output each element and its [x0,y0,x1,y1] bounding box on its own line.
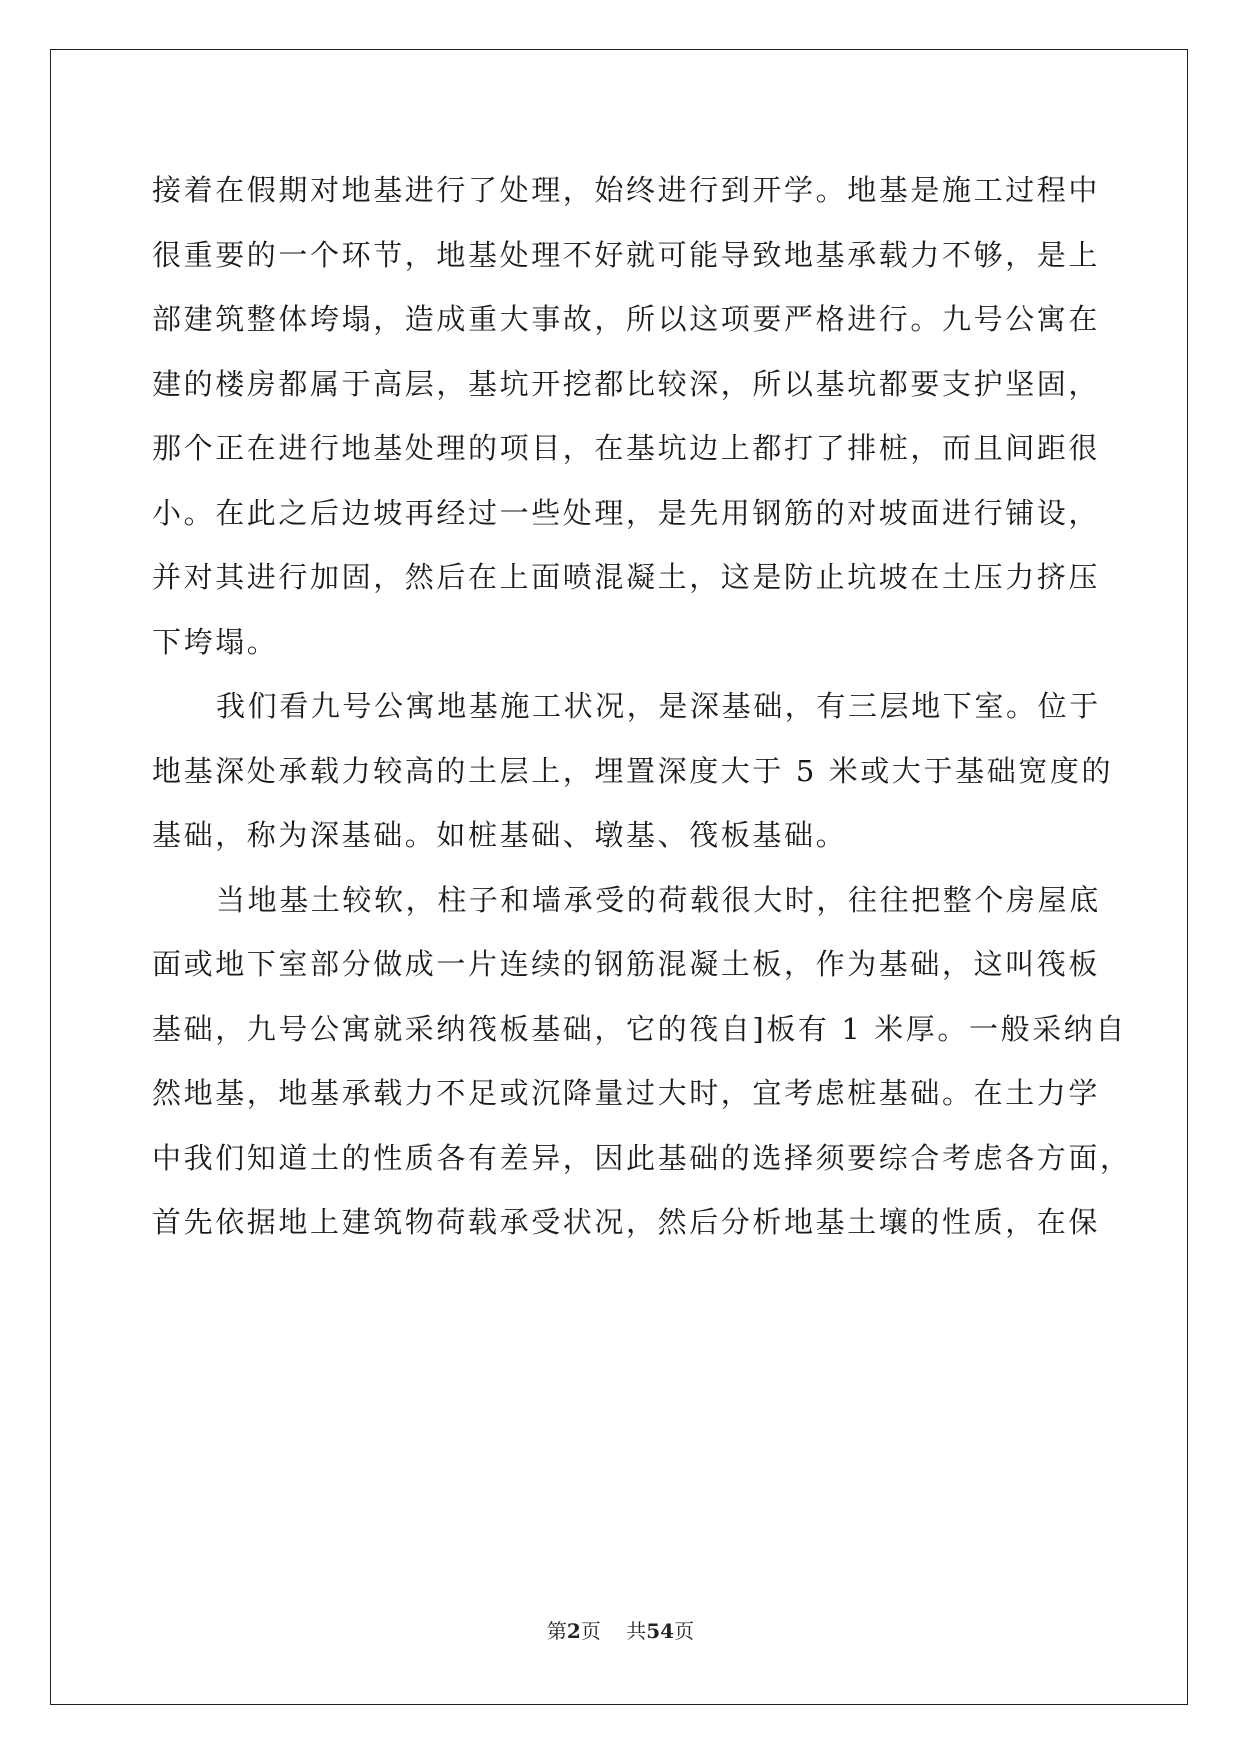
page-footer [0,1615,1241,1644]
total-prefix: 共 [626,1619,647,1643]
page-prefix: 第 [546,1619,567,1643]
text-line: 面或地下室部分做成一片连续的钢筋混凝土板，作为基础，这叫筏板 [152,947,1101,981]
total-pages: 54 [646,1619,675,1643]
text-line: 中我们知道土的性质各有差异，因此基础的选择须要综合考虑各方面， [152,1140,1132,1175]
text-line: 然地基，地基承载力不足或沉降量过大时，宜考虑桩基础。在土力学 [152,1076,1101,1110]
page-number: 2 [566,1619,581,1643]
text-line: 很重要的一个环节，地基处理不好就可能导致地基承载力不够，是上 [152,237,1101,272]
text-line: 并对其进行加固，然后在上面喷混凝土，这是防止坑坡在土压力挤压 [152,560,1101,594]
text-line: 我们看九号公寓地基施工状况，是深基础，有三层地下室。位于 [216,689,1101,723]
text-line: 基础，九号公寓就采纳筏板基础，它的筏自]板有 1 米厚。一般采纳自 [152,1011,1128,1046]
text-line: 当地基土较软，柱子和墙承受的荷载很大时，往往把整个房屋底 [216,882,1101,917]
document-body [152,158,1132,1255]
text-line: 那个正在进行地基处理的项目，在基坑边上都打了排桩，而且间距很 [152,431,1101,465]
text-line: 接着在假期对地基进行了处理，始终进行到开学。地基是施工过程中 [152,173,1101,207]
total-suffix: 页 [674,1619,695,1643]
text-line: 下垮塌。 [152,624,279,659]
text-line: 小。在此之后边坡再经过一些处理，是先用钢筋的对坡面进行铺设， [152,495,1101,530]
text-line: 地基深处承载力较高的土层上，埋置深度大于 5 米或大于基础宽度的 [152,753,1114,788]
text-line: 建的楼房都属于高层，基坑开挖都比较深，所以基坑都要支护坚固， [152,366,1101,401]
text-line: 首先依据地上建筑物荷载承受状况，然后分析地基土壤的性质，在保 [152,1205,1101,1239]
page-suffix: 页 [580,1619,601,1643]
text-line: 部建筑整体垮塌，造成重大事故，所以这项要严格进行。九号公寓在 [152,302,1101,336]
text-line: 基础，称为深基础。如桩基础、墩基、筏板基础。 [152,818,848,852]
